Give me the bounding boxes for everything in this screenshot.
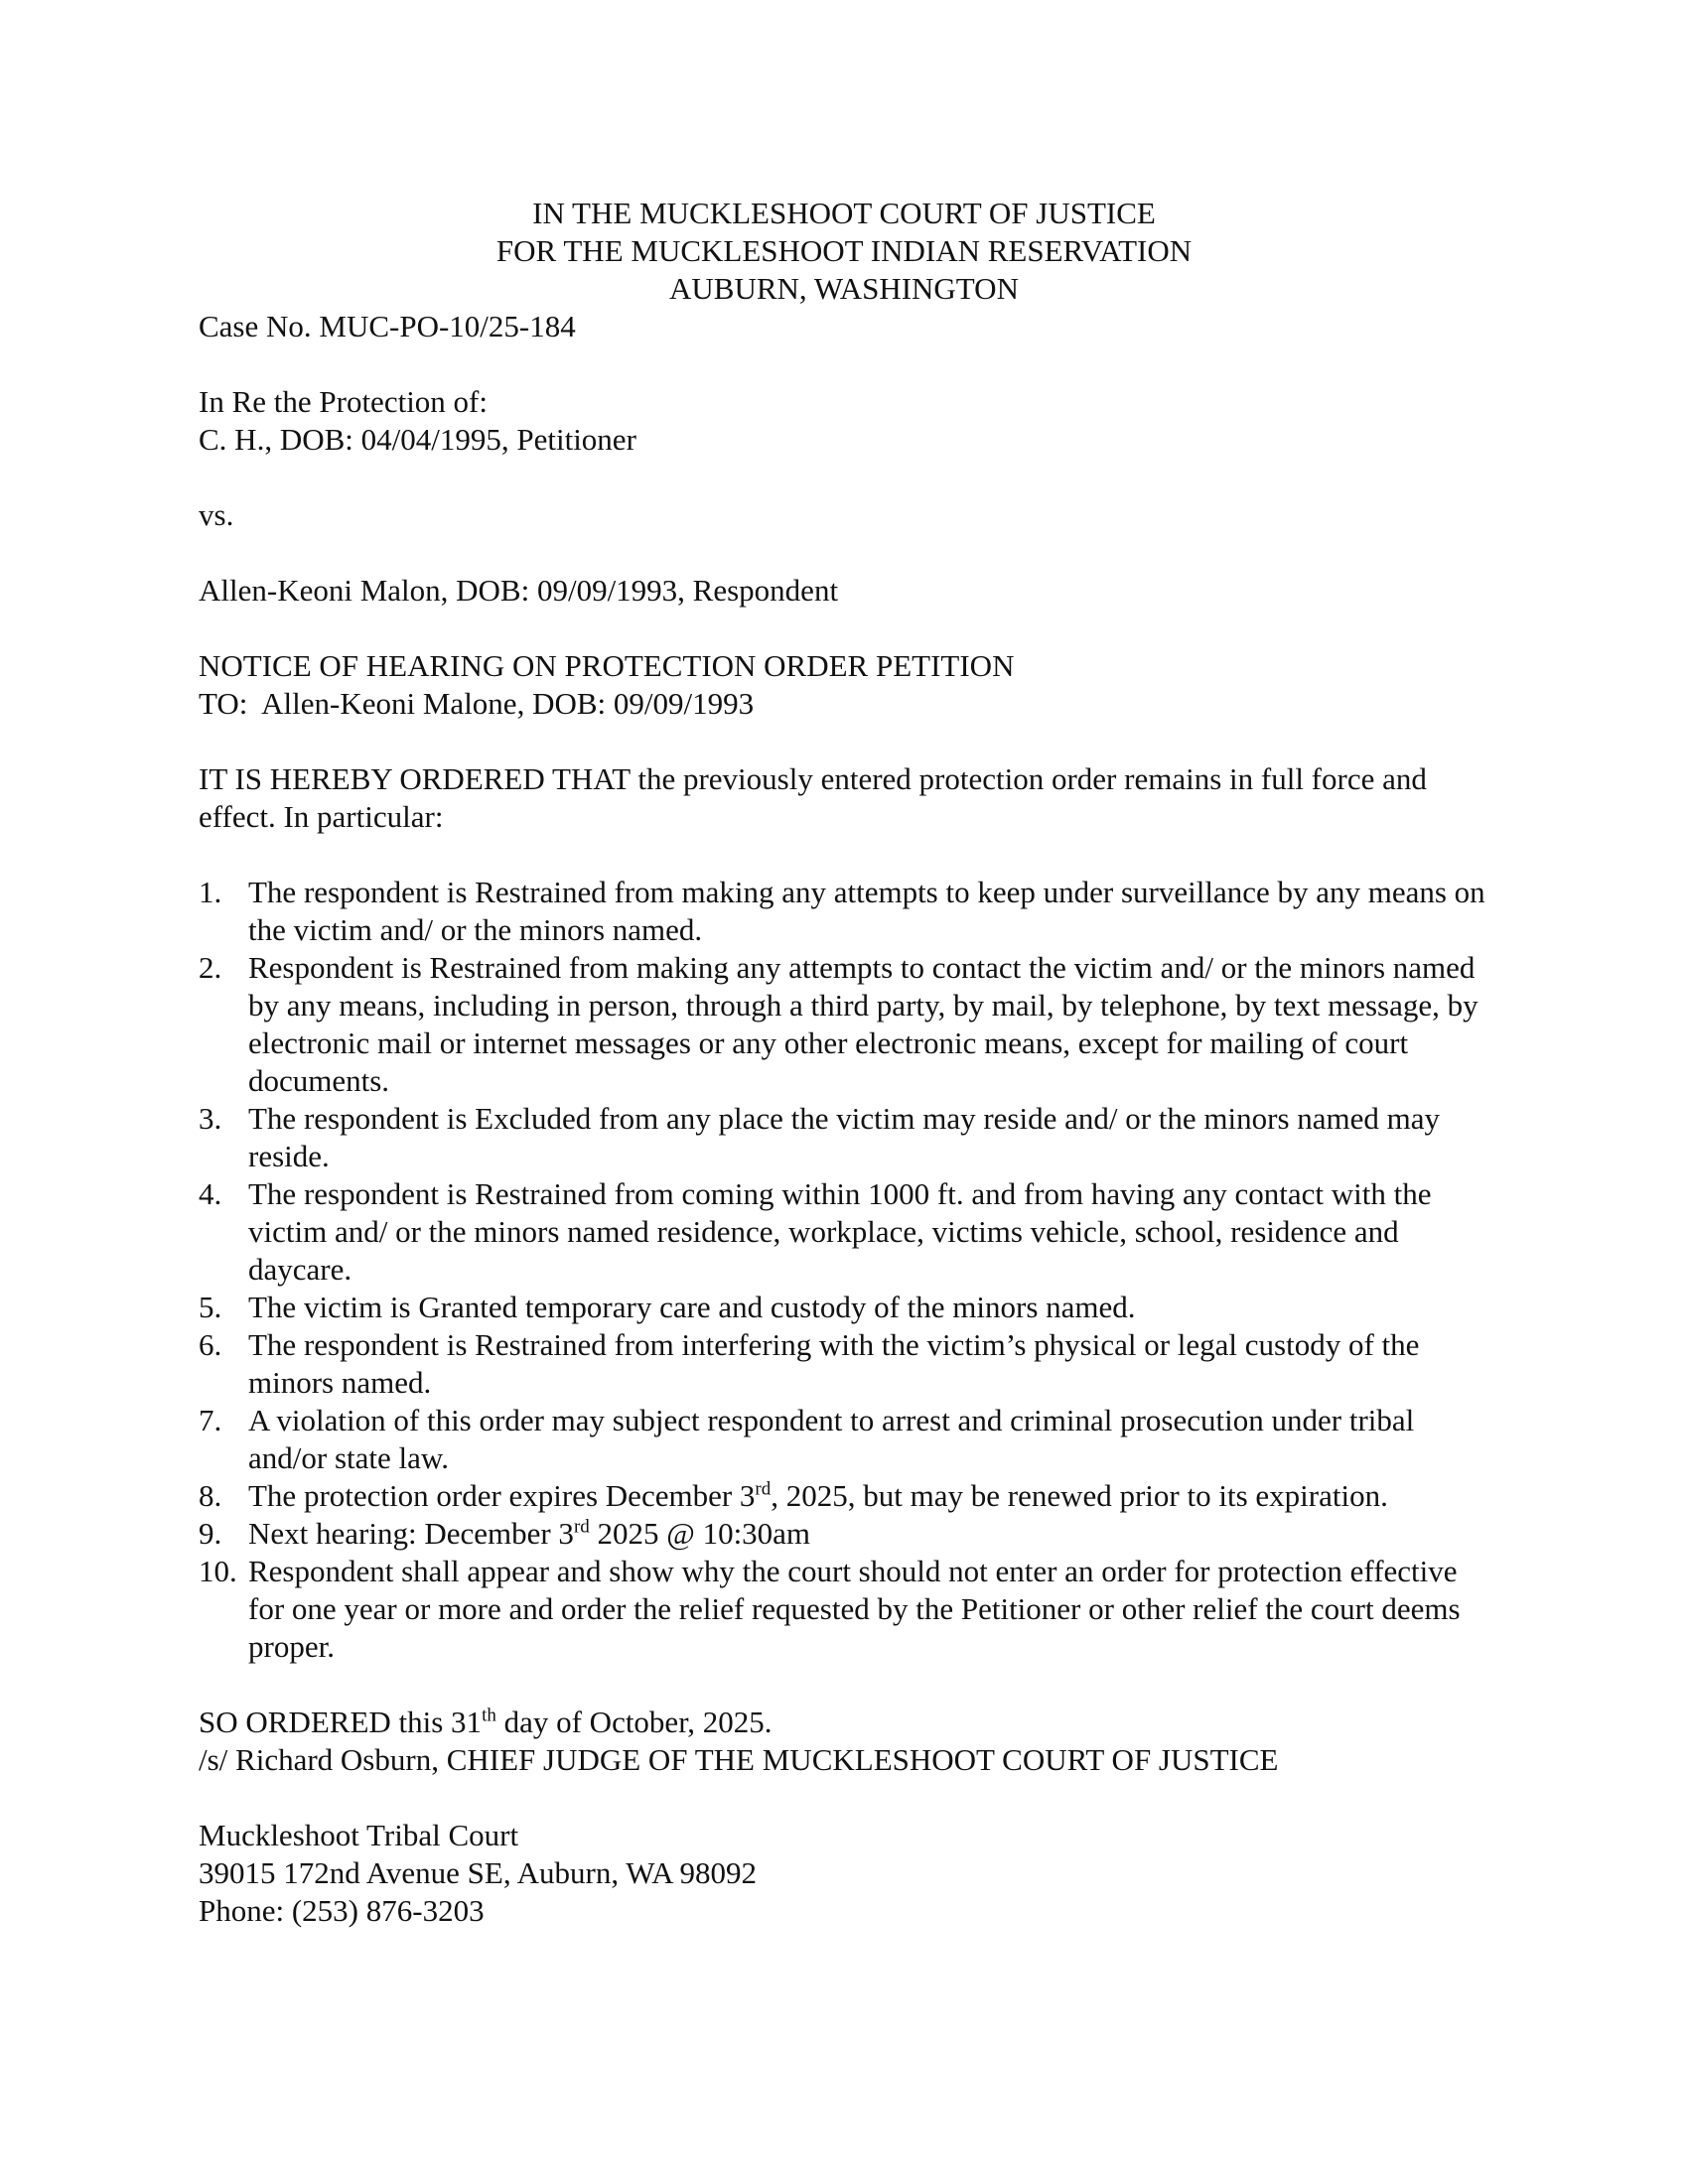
- judge-signature: /s/ Richard Osburn, CHIEF JUDGE OF THE MUCKLESHOOT COURT OF JUSTICE: [199, 1742, 1279, 1777]
- order-list: [199, 874, 1489, 1666]
- petitioner: C. H., DOB: 04/04/1995, Petitioner: [199, 422, 636, 457]
- court-caption: [199, 195, 1489, 308]
- order-item: 3. The respondent is Excluded from any place the victim may reside and/ or the minors named may reside.: [199, 1101, 1441, 1173]
- order-item: 9. Next hearing: December 3rd 2025 @ 10:30am: [199, 1516, 811, 1551]
- order-item: 10. Respondent shall appear and show why the court should not enter an order for protection effective for one year or more and order the relief requested by the Petitioner or other relief the court deems proper.: [199, 1554, 1461, 1664]
- caption-line-2: FOR THE MUCKLESHOOT INDIAN RESERVATION: [495, 233, 1193, 268]
- order-item: 5. The victim is Granted temporary care and custody of the minors named.: [199, 1290, 1136, 1324]
- caption-line-3: AUBURN, WASHINGTON: [669, 271, 1019, 306]
- notice-title: NOTICE OF HEARING ON PROTECTION ORDER PETITION: [199, 648, 1015, 683]
- order-item: 2. Respondent is Restrained from making any attempts to contact the victim and/ or the minors named by any means, including in person, through a third party, by mail, by telephone, by text message, by electronic mail or internet messages or any other electronic means, except for mailing of court documents.: [199, 950, 1478, 1098]
- versus: vs.: [199, 497, 234, 532]
- notice-to: TO: Allen-Keoni Malone, DOB: 09/09/1993: [199, 686, 755, 721]
- order-intro: IT IS HEREBY ORDERED THAT the previously entered protection order remains in full force and effect. In particular:: [199, 761, 1427, 834]
- court-phone: Phone: (253) 876-3203: [199, 1893, 485, 1928]
- court-street-address: 39015 172nd Avenue SE, Auburn, WA 98092: [199, 1855, 758, 1890]
- order-item: 8. The protection order expires December 3rd, 2025, but may be renewed prior to its expiration.: [199, 1478, 1388, 1513]
- order-item: 6. The respondent is Restrained from interfering with the victim’s physical or legal custody of the minors named.: [199, 1327, 1420, 1400]
- caption-line-1: IN THE MUCKLESHOOT COURT OF JUSTICE: [532, 196, 1156, 230]
- order-item: 1. The respondent is Restrained from making any attempts to keep under surveillance by any means on the victim and/ or the minors named.: [199, 875, 1485, 947]
- order-item: 7. A violation of this order may subject respondent to arrest and criminal prosecution under tribal and/or state law.: [199, 1403, 1415, 1475]
- so-ordered-date: SO ORDERED this 31th day of October, 2025.: [199, 1705, 773, 1739]
- order-item: 4. The respondent is Restrained from coming within 1000 ft. and from having any contact with the victim and/ or the minors named residence, workplace, victims vehicle, school, residence and daycare.: [199, 1176, 1432, 1287]
- respondent: Allen-Keoni Malon, DOB: 09/09/1993, Respondent: [199, 573, 839, 608]
- court-name: Muckleshoot Tribal Court: [199, 1818, 519, 1852]
- document-page: [199, 195, 1489, 1930]
- in-re-heading: In Re the Protection of:: [199, 384, 488, 419]
- case-number: Case No. MUC-PO-10/25-184: [199, 309, 576, 343]
